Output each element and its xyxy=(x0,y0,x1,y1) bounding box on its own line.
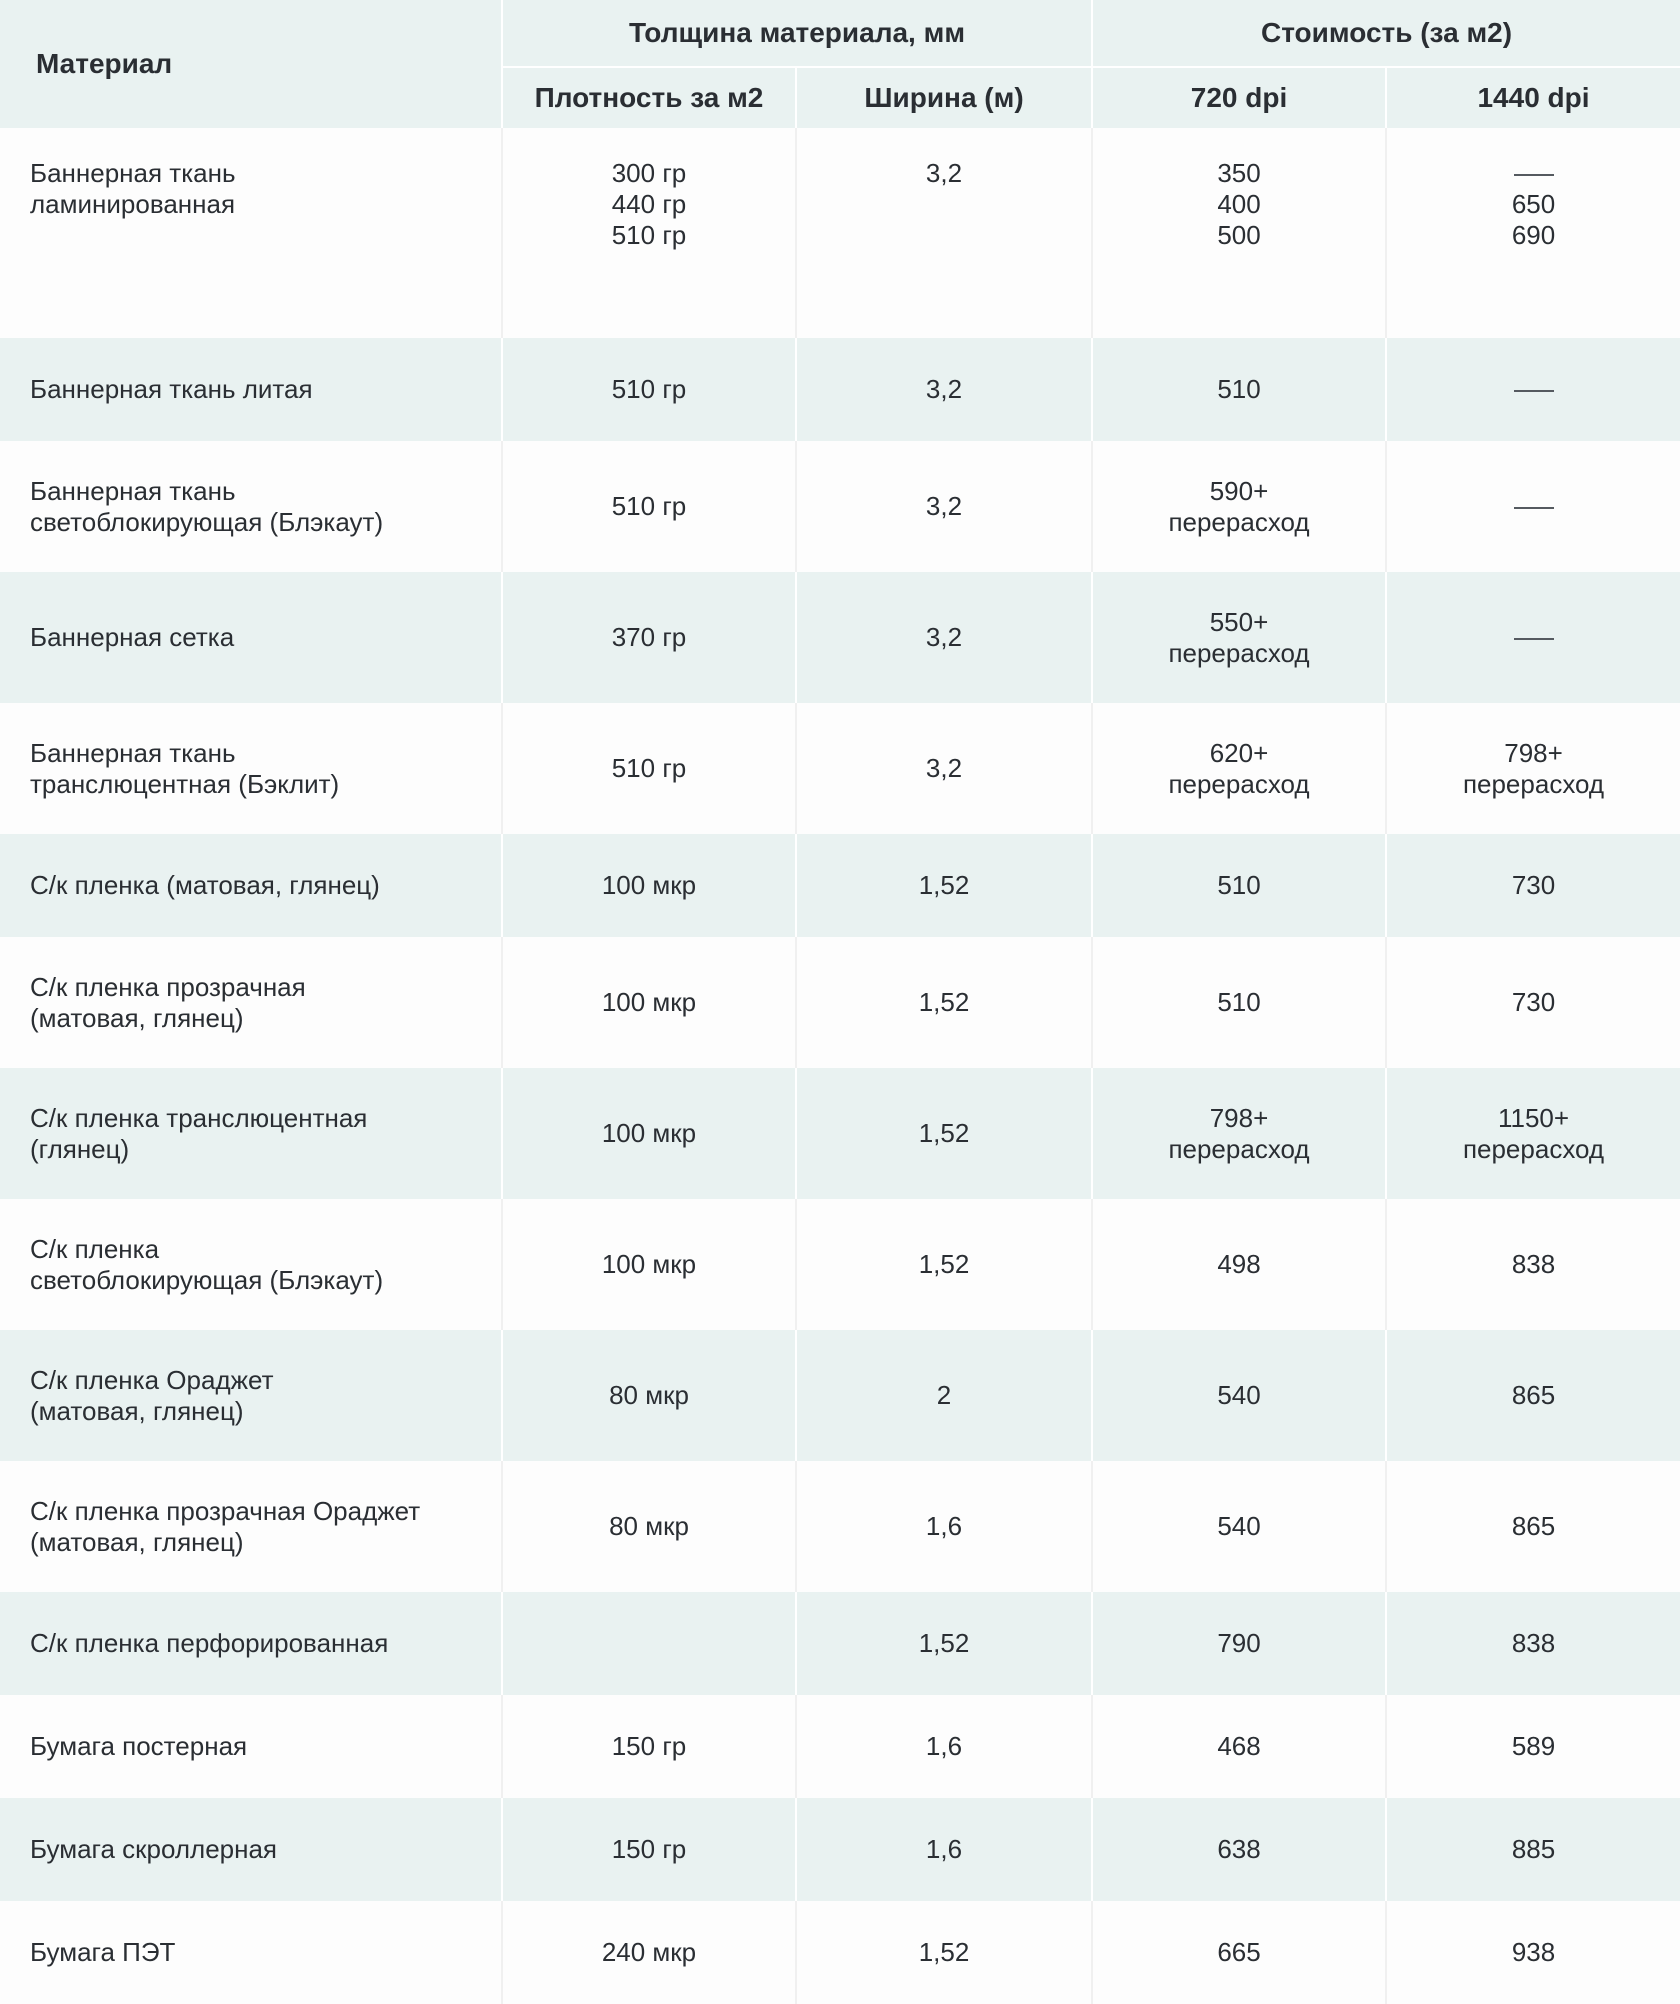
cell-price-1440 xyxy=(1386,1068,1680,1199)
cell-width xyxy=(796,1901,1092,2004)
cell-price-720 xyxy=(1092,441,1386,572)
cell-material xyxy=(0,1199,502,1330)
cell-density xyxy=(502,128,796,338)
cell-text: 370 гр xyxy=(611,622,687,652)
cell-price-1440 xyxy=(1386,703,1680,834)
cell-text: 620+ перерасход xyxy=(1168,737,1310,799)
header-density: Плотность за м2 xyxy=(502,67,796,128)
cell-text: 1,52 xyxy=(918,1937,970,1967)
cell-material xyxy=(0,1592,502,1695)
cell-text: 350 400 500 xyxy=(1217,158,1261,250)
cell-text: 80 мкр xyxy=(609,1511,689,1541)
table-row xyxy=(0,1330,1680,1461)
cell-text: 150 гр xyxy=(611,1731,687,1761)
cell-text: 798+ перерасход xyxy=(1168,1102,1310,1164)
header-cost-group: Стоимость (за м2) xyxy=(1092,0,1680,67)
cell-text: 1,6 xyxy=(925,1731,963,1761)
cell-material xyxy=(0,937,502,1068)
cell-text: 510 xyxy=(1217,870,1261,900)
no-value-dash xyxy=(1514,507,1554,509)
cell-price-1440 xyxy=(1386,128,1680,338)
cell-text: 150 гр xyxy=(611,1834,687,1864)
header-1440dpi: 1440 dpi xyxy=(1386,67,1680,128)
cell-text: 638 xyxy=(1217,1834,1261,1864)
cell-material xyxy=(0,1461,502,1592)
cell-text: 1,52 xyxy=(918,870,970,900)
cell-material xyxy=(0,703,502,834)
table-row xyxy=(0,338,1680,441)
cell-text: 865 xyxy=(1511,1380,1556,1410)
table-header xyxy=(0,0,1680,128)
cell-text: 510 xyxy=(1217,374,1261,404)
cell-price-1440 xyxy=(1386,1798,1680,1901)
cell-text: Баннерная ткань литая xyxy=(30,374,313,404)
cell-text: 510 гр xyxy=(611,753,687,783)
cell-price-720 xyxy=(1092,128,1386,338)
cell-material xyxy=(0,1330,502,1461)
cell-density xyxy=(502,703,796,834)
table-row xyxy=(0,937,1680,1068)
cell-density xyxy=(502,1199,796,1330)
cell-width xyxy=(796,128,1092,338)
cell-density xyxy=(502,338,796,441)
cell-text: С/к пленка прозрачная (матовая, глянец) xyxy=(30,971,306,1033)
cell-material xyxy=(0,572,502,703)
cell-text: Баннерная ткань транслюцентная (Бэклит) xyxy=(30,737,340,799)
cell-width xyxy=(796,572,1092,703)
cell-text: Бумага постерная xyxy=(30,1731,248,1761)
cell-width xyxy=(796,1199,1092,1330)
cell-text: 3,2 xyxy=(925,753,963,783)
cell-text: 665 xyxy=(1217,1937,1261,1967)
cell-text: 650 690 xyxy=(1511,189,1556,250)
cell-price-1440 xyxy=(1386,1330,1680,1461)
cell-density xyxy=(502,1901,796,2004)
cell-text: 80 мкр xyxy=(609,1380,689,1410)
cell-width xyxy=(796,1330,1092,1461)
cell-material xyxy=(0,441,502,572)
cell-price-1440 xyxy=(1386,937,1680,1068)
cell-text: 865 xyxy=(1511,1511,1556,1541)
cell-text: 240 мкр xyxy=(601,1937,697,1967)
cell-text: 300 гр 440 гр 510 гр xyxy=(611,158,687,250)
cell-text: 540 xyxy=(1217,1380,1261,1410)
cell-width xyxy=(796,1461,1092,1592)
cell-text: С/к пленка транслюцентная (глянец) xyxy=(30,1102,368,1164)
table-row xyxy=(0,834,1680,937)
cell-text: С/к пленка Ораджет (матовая, глянец) xyxy=(30,1364,274,1426)
cell-price-720 xyxy=(1092,1330,1386,1461)
cell-text: 1,6 xyxy=(925,1511,963,1541)
cell-density xyxy=(502,1592,796,1695)
table-row xyxy=(0,1901,1680,2004)
table-row xyxy=(0,572,1680,703)
cell-width xyxy=(796,834,1092,937)
cell-density xyxy=(502,937,796,1068)
cell-text: С/к пленка перфорированная xyxy=(30,1628,389,1658)
cell-material xyxy=(0,1068,502,1199)
cell-text: 100 мкр xyxy=(601,870,697,900)
cell-text: 790 xyxy=(1217,1628,1261,1658)
cell-price-720 xyxy=(1092,1199,1386,1330)
cell-text: 938 xyxy=(1511,1937,1556,1967)
cell-density xyxy=(502,1330,796,1461)
cell-material xyxy=(0,128,502,338)
table-row xyxy=(0,1592,1680,1695)
table-row xyxy=(0,703,1680,834)
cell-text: С/к пленка прозрачная Ораджет (матовая, глянец) xyxy=(30,1495,421,1557)
no-value-dash xyxy=(1514,174,1554,176)
cell-text: 498 xyxy=(1217,1249,1261,1279)
cell-density xyxy=(502,1461,796,1592)
cell-width xyxy=(796,1592,1092,1695)
no-value-dash xyxy=(1514,638,1554,640)
header-720dpi: 720 dpi xyxy=(1092,67,1386,128)
cell-price-1440 xyxy=(1386,1695,1680,1798)
cell-text: Баннерная сетка xyxy=(30,622,235,652)
table-body xyxy=(0,128,1680,2004)
cell-text: 1,52 xyxy=(918,1118,970,1148)
cell-text: 798+ перерасход xyxy=(1462,737,1605,799)
cell-text: 2 xyxy=(936,1380,952,1410)
cell-material xyxy=(0,1901,502,2004)
header-thickness-group: Толщина материала, мм xyxy=(502,0,1092,67)
cell-text: Бумага скроллерная xyxy=(30,1834,278,1864)
cell-text: Баннерная ткань ламинированная xyxy=(30,158,236,219)
cell-width xyxy=(796,1695,1092,1798)
cell-text: 838 xyxy=(1511,1249,1556,1279)
cell-text: 100 мкр xyxy=(601,1118,697,1148)
no-value-dash xyxy=(1514,390,1554,392)
cell-material xyxy=(0,1695,502,1798)
cell-price-1440 xyxy=(1386,834,1680,937)
cell-text: Баннерная ткань светоблокирующая (Блэкаут) xyxy=(30,475,384,537)
cell-text: 885 xyxy=(1511,1834,1556,1864)
cell-text: 3,2 xyxy=(925,374,963,404)
cell-text: 838 xyxy=(1511,1628,1556,1658)
cell-width xyxy=(796,338,1092,441)
cell-width xyxy=(796,1798,1092,1901)
header-material: Материал xyxy=(0,0,502,128)
cell-text: С/к пленка светоблокирующая (Блэкаут) xyxy=(30,1233,384,1295)
cell-material xyxy=(0,338,502,441)
cell-density xyxy=(502,441,796,572)
cell-text: Бумага ПЭТ xyxy=(30,1937,176,1967)
cell-material xyxy=(0,1798,502,1901)
cell-text: С/к пленка (матовая, глянец) xyxy=(30,870,380,900)
cell-text: 1150+ перерасход xyxy=(1462,1102,1605,1164)
cell-price-720 xyxy=(1092,1798,1386,1901)
cell-text: 1,52 xyxy=(918,987,970,1017)
cell-price-720 xyxy=(1092,1901,1386,2004)
cell-price-1440 xyxy=(1386,338,1680,441)
cell-text: 730 xyxy=(1511,987,1556,1017)
cell-price-1440 xyxy=(1386,1901,1680,2004)
table-row xyxy=(0,1068,1680,1199)
cell-price-1440 xyxy=(1386,572,1680,703)
cell-text: 3,2 xyxy=(925,158,963,188)
cell-text: 510 гр xyxy=(611,374,687,404)
cell-text: 540 xyxy=(1217,1511,1261,1541)
cell-text: 730 xyxy=(1511,870,1556,900)
header-width: Ширина (м) xyxy=(796,67,1092,128)
cell-price-720 xyxy=(1092,703,1386,834)
cell-text: 510 гр xyxy=(611,491,687,521)
cell-price-1440 xyxy=(1386,1461,1680,1592)
cell-text: 510 xyxy=(1217,987,1261,1017)
cell-text: 1,6 xyxy=(925,1834,963,1864)
cell-density xyxy=(502,1068,796,1199)
cell-text: 589 xyxy=(1511,1731,1556,1761)
cell-price-720 xyxy=(1092,1068,1386,1199)
table-row xyxy=(0,1461,1680,1592)
cell-text: 468 xyxy=(1217,1731,1261,1761)
cell-text: 590+ перерасход xyxy=(1168,475,1310,537)
cell-price-720 xyxy=(1092,1461,1386,1592)
cell-text: 1,52 xyxy=(918,1628,970,1658)
cell-price-1440 xyxy=(1386,441,1680,572)
cell-price-1440 xyxy=(1386,1592,1680,1695)
table-row xyxy=(0,1199,1680,1330)
cell-price-720 xyxy=(1092,338,1386,441)
cell-price-720 xyxy=(1092,572,1386,703)
cell-text: 100 мкр xyxy=(601,1249,697,1279)
table-row xyxy=(0,441,1680,572)
cell-text: 550+ перерасход xyxy=(1168,606,1310,668)
cell-price-1440 xyxy=(1386,1199,1680,1330)
table-row xyxy=(0,1695,1680,1798)
table-row xyxy=(0,1798,1680,1901)
cell-price-720 xyxy=(1092,834,1386,937)
cell-density xyxy=(502,1695,796,1798)
cell-price-720 xyxy=(1092,1592,1386,1695)
cell-text: 3,2 xyxy=(925,491,963,521)
cell-width xyxy=(796,937,1092,1068)
cell-density xyxy=(502,834,796,937)
cell-density xyxy=(502,1798,796,1901)
cell-text: 100 мкр xyxy=(601,987,697,1017)
cell-width xyxy=(796,441,1092,572)
cell-width xyxy=(796,1068,1092,1199)
cell-text: 1,52 xyxy=(918,1249,970,1279)
table-row xyxy=(0,128,1680,338)
cell-price-720 xyxy=(1092,1695,1386,1798)
cell-density xyxy=(502,572,796,703)
cell-width xyxy=(796,703,1092,834)
cell-price-720 xyxy=(1092,937,1386,1068)
cell-material xyxy=(0,834,502,937)
cell-text: 3,2 xyxy=(925,622,963,652)
